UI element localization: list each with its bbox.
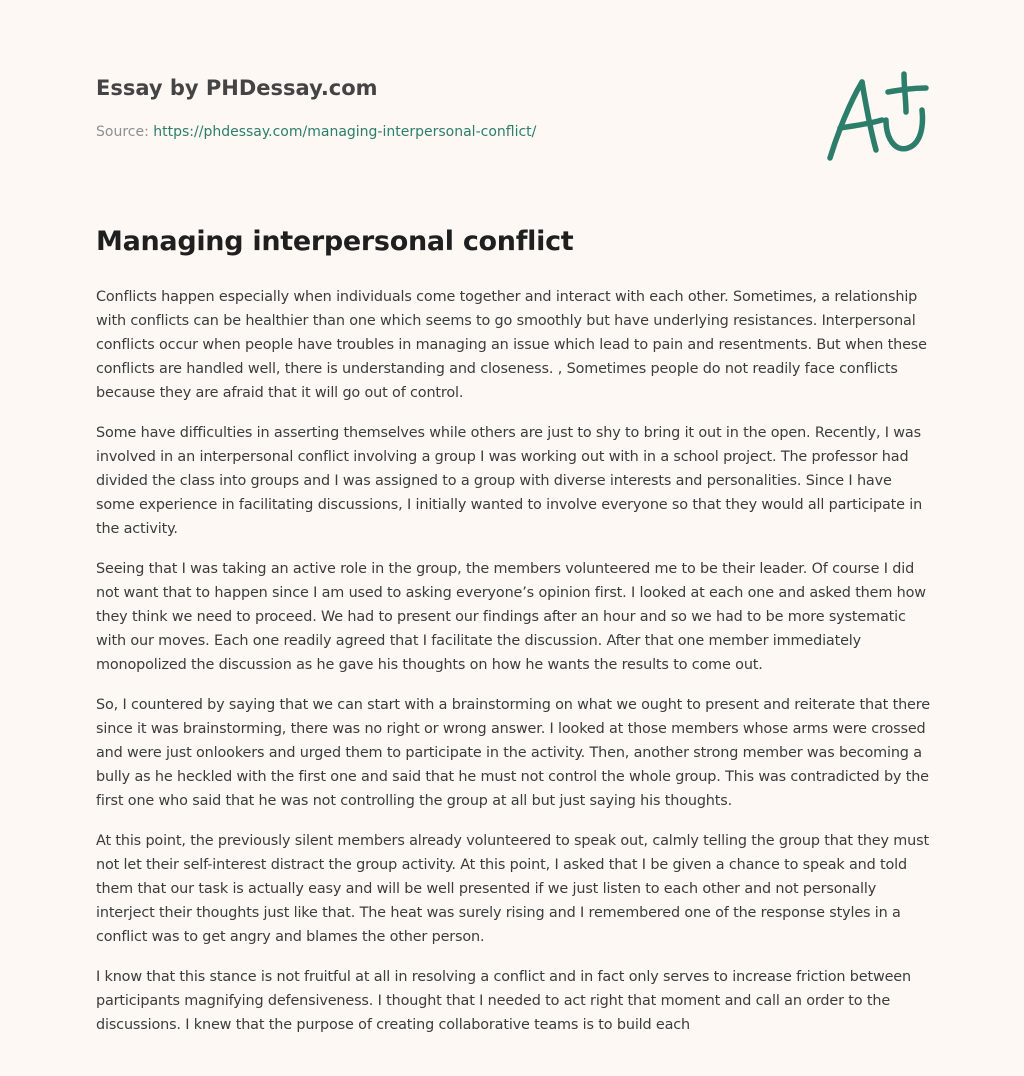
source-label: Source: <box>96 124 149 140</box>
page-title: Managing interpersonal conflict <box>96 226 574 257</box>
paragraph: Some have difficulties in asserting themselves while others are just to shy to bring it out in the open. Recently, I was involved in an interpersonal conflict involving a group I was working out with in a school project. The professor had divided the class into groups and I was assigned to a group with diverse interests and personalities. Since I have some experience in facilitating discussions, I initially wanted to involve everyone so that they would all participate in the activity. <box>96 425 923 537</box>
paragraph: I know that this stance is not fruitful at all in resolving a conflict and in fact only serves to increase friction between participants magnifying defensiveness. I thought that I needed to act right that moment and call an order to the discussions. I knew that the purpose of creating collaborative teams is to build each <box>96 969 911 1033</box>
paragraph: Seeing that I was taking an active role in the group, the members volunteered me to be their leader. Of course I did not want that to happen since I am used to asking everyone’s opinion first. I looked at each one and asked them how they think we need to proceed. We had to present our findings after an hour and so we had to be more systematic with our moves. Each one readily agreed that I facilitate the discussion. After that one member immediately monopolized the discussion as he gave his thoughts on how he wants the results to come out. <box>96 561 926 673</box>
paragraph: Conflicts happen especially when individuals come together and interact with each other. Sometimes, a relationship with conflicts can be healthier than one which seems to go smoothly but have underlying resistances. Interpersonal conflicts occur when people have troubles in managing an issue which lead to pain and resentments. But when these conflicts are handled well, there is understanding and closeness. , Sometimes people do not readily face conflicts because they are afraid that it will go out of control. <box>96 289 927 401</box>
source-link[interactable]: https://phdessay.com/managing-interpersonal-conflict/ <box>153 124 537 140</box>
a-plus-logo-icon <box>816 66 936 170</box>
paragraph: At this point, the previously silent members already volunteered to speak out, calmly telling the group that they must not let their self-interest distract the group activity. At this point, I asked that I be given a chance to speak and told them that our task is actually easy and will be well presented if we just listen to each other and not personally interject their thoughts just like that. The heat was surely rising and I remembered one of the response styles in a conflict was to get angry and blames the other person. <box>96 833 929 945</box>
source-line <box>96 124 536 140</box>
essay-body <box>96 285 932 1053</box>
brand-title: Essay by PHDessay.com <box>96 76 378 100</box>
paragraph: So, I countered by saying that we can start with a brainstorming on what we ought to present and reiterate that there since it was brainstorming, there was no right or wrong answer. I looked at those members whose arms were crossed and were just onlookers and urged them to participate in the activity. Then, another strong member was becoming a bully as he heckled with the first one and said that he must not control the whole group. This was contradicted by the first one who said that he was not controlling the group at all but just saying his thoughts. <box>96 697 930 809</box>
